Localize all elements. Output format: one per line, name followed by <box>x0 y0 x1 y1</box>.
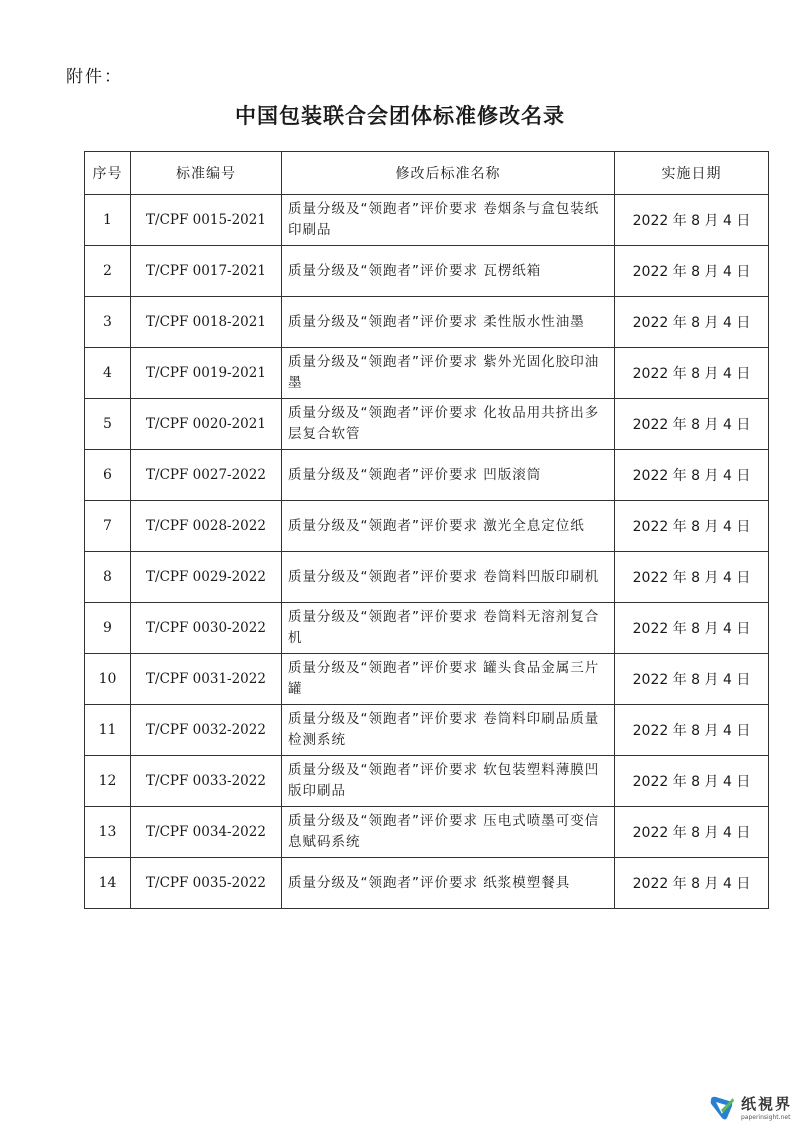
table-row <box>85 501 769 552</box>
row-code: T/CPF 0020-2021 <box>131 399 282 450</box>
table-row <box>85 603 769 654</box>
row-name: 质量分级及“领跑者”评价要求 激光全息定位纸 <box>282 501 615 552</box>
row-no: 4 <box>85 348 131 399</box>
watermark-brand-name: 纸視界 <box>740 1095 792 1113</box>
table-row <box>85 807 769 858</box>
table-row <box>85 297 769 348</box>
row-name: 质量分级及“领跑者”评价要求 紫外光固化胶印油墨 <box>282 348 615 399</box>
paperinsight-logo-icon <box>707 1092 737 1122</box>
row-code: T/CPF 0017-2021 <box>131 246 282 297</box>
row-date: 2022 年 8 月 4 日 <box>615 501 769 552</box>
row-date: 2022 年 8 月 4 日 <box>615 297 769 348</box>
row-code: T/CPF 0032-2022 <box>131 705 282 756</box>
row-date: 2022 年 8 月 4 日 <box>615 603 769 654</box>
row-name: 质量分级及“领跑者”评价要求 瓦楞纸箱 <box>282 246 615 297</box>
row-no: 9 <box>85 603 131 654</box>
row-code: T/CPF 0029-2022 <box>131 552 282 603</box>
row-date: 2022 年 8 月 4 日 <box>615 654 769 705</box>
row-code: T/CPF 0018-2021 <box>131 297 282 348</box>
header-no: 序号 <box>85 152 131 195</box>
row-code: T/CPF 0030-2022 <box>131 603 282 654</box>
row-no: 12 <box>85 756 131 807</box>
paperinsight-watermark <box>707 1092 792 1122</box>
row-no: 3 <box>85 297 131 348</box>
table-row <box>85 756 769 807</box>
table-row <box>85 450 769 501</box>
row-no: 1 <box>85 195 131 246</box>
row-name: 质量分级及“领跑者”评价要求 卷筒料无溶剂复合机 <box>282 603 615 654</box>
row-code: T/CPF 0019-2021 <box>131 348 282 399</box>
row-name: 质量分级及“领跑者”评价要求 柔性版水性油墨 <box>282 297 615 348</box>
header-code: 标准编号 <box>131 152 282 195</box>
row-no: 2 <box>85 246 131 297</box>
row-date: 2022 年 8 月 4 日 <box>615 246 769 297</box>
row-date: 2022 年 8 月 4 日 <box>615 705 769 756</box>
watermark-site: paperinsight.net <box>740 1114 791 1121</box>
table-row <box>85 654 769 705</box>
table-body <box>85 195 769 909</box>
row-code: T/CPF 0035-2022 <box>131 858 282 909</box>
table-row <box>85 399 769 450</box>
row-name: 质量分级及“领跑者”评价要求 凹版滚筒 <box>282 450 615 501</box>
row-date: 2022 年 8 月 4 日 <box>615 450 769 501</box>
row-no: 6 <box>85 450 131 501</box>
row-no: 8 <box>85 552 131 603</box>
row-code: T/CPF 0034-2022 <box>131 807 282 858</box>
row-date: 2022 年 8 月 4 日 <box>615 858 769 909</box>
row-date: 2022 年 8 月 4 日 <box>615 552 769 603</box>
row-name: 质量分级及“领跑者”评价要求 罐头食品金属三片罐 <box>282 654 615 705</box>
row-code: T/CPF 0031-2022 <box>131 654 282 705</box>
row-code: T/CPF 0027-2022 <box>131 450 282 501</box>
table-header-row <box>85 152 769 195</box>
table-row <box>85 858 769 909</box>
header-name: 修改后标准名称 <box>282 152 615 195</box>
row-no: 5 <box>85 399 131 450</box>
table-row <box>85 705 769 756</box>
row-no: 11 <box>85 705 131 756</box>
row-date: 2022 年 8 月 4 日 <box>615 348 769 399</box>
standards-table <box>84 151 769 909</box>
row-name: 质量分级及“领跑者”评价要求 压电式喷墨可变信息赋码系统 <box>282 807 615 858</box>
row-name: 质量分级及“领跑者”评价要求 化妆品用共挤出多层复合软管 <box>282 399 615 450</box>
header-date: 实施日期 <box>615 152 769 195</box>
row-date: 2022 年 8 月 4 日 <box>615 756 769 807</box>
row-date: 2022 年 8 月 4 日 <box>615 399 769 450</box>
attachment-label: 附件： <box>66 67 123 87</box>
row-no: 13 <box>85 807 131 858</box>
row-name: 质量分级及“领跑者”评价要求 纸浆模塑餐具 <box>282 858 615 909</box>
row-name: 质量分级及“领跑者”评价要求 软包装塑料薄膜凹版印刷品 <box>282 756 615 807</box>
row-name: 质量分级及“领跑者”评价要求 卷筒料凹版印刷机 <box>282 552 615 603</box>
row-code: T/CPF 0028-2022 <box>131 501 282 552</box>
row-name: 质量分级及“领跑者”评价要求 卷筒料印刷品质量检测系统 <box>282 705 615 756</box>
row-no: 7 <box>85 501 131 552</box>
row-no: 10 <box>85 654 131 705</box>
row-date: 2022 年 8 月 4 日 <box>615 195 769 246</box>
table-row <box>85 348 769 399</box>
row-code: T/CPF 0015-2021 <box>131 195 282 246</box>
table-row <box>85 552 769 603</box>
table-row <box>85 246 769 297</box>
row-date: 2022 年 8 月 4 日 <box>615 807 769 858</box>
row-name: 质量分级及“领跑者”评价要求 卷烟条与盒包装纸印刷品 <box>282 195 615 246</box>
row-no: 14 <box>85 858 131 909</box>
table-row <box>85 195 769 246</box>
document-title: 中国包装联合会团体标准修改名录 <box>235 104 565 128</box>
row-code: T/CPF 0033-2022 <box>131 756 282 807</box>
